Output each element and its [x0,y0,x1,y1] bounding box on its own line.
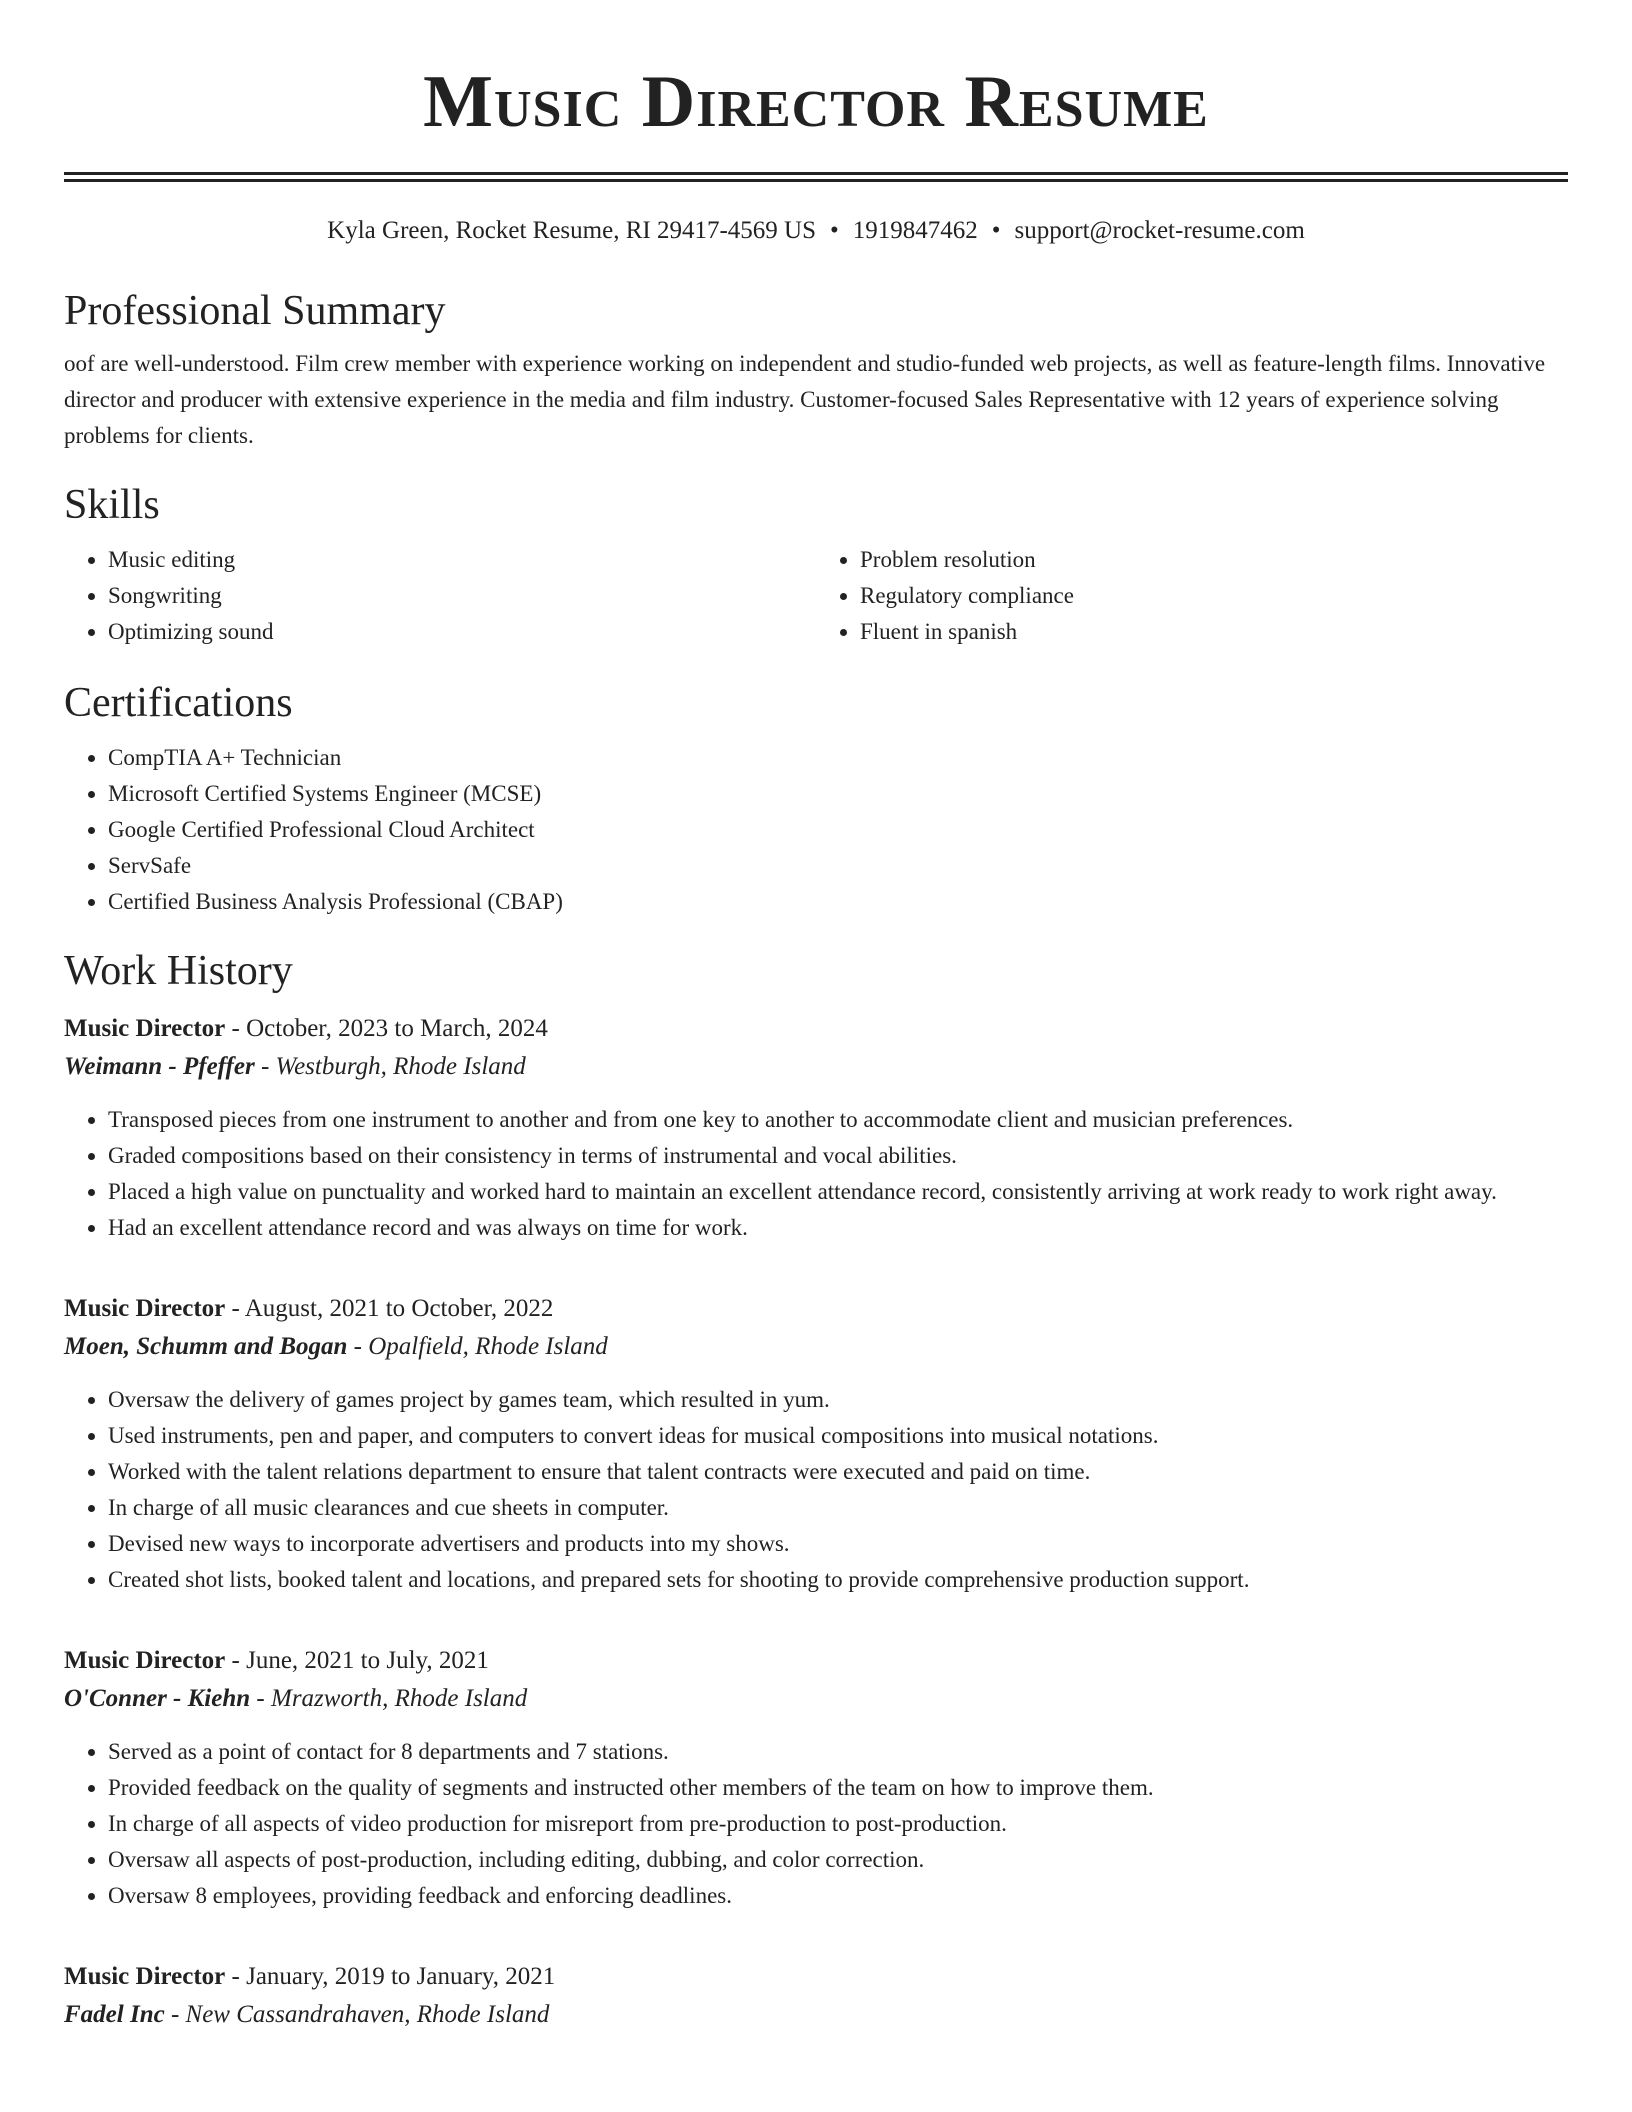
job-entry [64,1010,1568,1246]
job-bullet: • Devised new ways to incorporate advertisers and products into my shows. [108,1526,1568,1562]
summary-heading: Professional Summary [64,288,446,334]
company-name: Weimann - Pfeffer [64,1053,255,1080]
job-dates: January, 2019 to January, 2021 [246,1963,556,1990]
job-title-line: Music Director - October, 2023 to March, 2024 [64,1015,548,1042]
job-bullet: • Graded compositions based on their consistency in terms of instrumental and vocal abilities. [108,1138,1568,1174]
job-title-line: Music Director - January, 2019 to January, 2021 [64,1963,556,1990]
job-bullet: • Transposed pieces from one instrument to another and from one key to another to accommodate client and musician preferences. [108,1102,1568,1138]
job-role: Music Director [64,1963,226,1990]
contact-separator: • [829,217,839,244]
skills-right-list [816,542,1568,650]
job-bullet: • Worked with the talent relations department to ensure that talent contracts were executed and paid on time. [108,1454,1568,1490]
contact-line [64,216,1568,246]
skill-item: • Music editing [108,542,816,578]
company-line: Fadel Inc - New Cassandrahaven, Rhode Island [64,2001,550,2028]
job-bullet: • Oversaw all aspects of post-production, including editing, dubbing, and color correction. [108,1842,1568,1878]
contact-address: Kyla Green, Rocket Resume, RI 29417-4569 US [327,217,816,244]
job-bullet: • In charge of all aspects of video production for misreport from pre-production to post-production. [108,1806,1568,1842]
job-bullet: • Used instruments, pen and paper, and computers to convert ideas for musical compositions into musical notations. [108,1418,1568,1454]
skills-heading: Skills [64,482,160,528]
certification-item: • Certified Business Analysis Professional (CBAP) [108,884,1568,920]
job-entry [64,1958,1568,2034]
job-bullet: • Oversaw 8 employees, providing feedback and enforcing deadlines. [108,1878,1568,1914]
certification-item: • Google Certified Professional Cloud Architect [108,812,1568,848]
certifications-heading: Certifications [64,680,293,726]
contact-separator: • [991,217,1001,244]
job-role: Music Director [64,1295,226,1322]
job-title-line: Music Director - August, 2021 to October, 2022 [64,1295,554,1322]
company-line: Weimann - Pfeffer - Westburgh, Rhode Island [64,1053,526,1080]
company-line: Moen, Schumm and Bogan - Opalfield, Rhode Island [64,1333,608,1360]
work-history-heading: Work History [64,948,293,994]
skill-item: • Problem resolution [860,542,1568,578]
company-line: O'Conner - Kiehn - Mrazworth, Rhode Island [64,1685,528,1712]
job-bullet: • Created shot lists, booked talent and locations, and prepared sets for shooting to provide comprehensive production support. [108,1562,1568,1598]
job-bullet: • Oversaw the delivery of games project by games team, which resulted in yum. [108,1382,1568,1418]
summary-text: oof are well-understood. Film crew member with experience working on independent and studio-funded web projects, as well as feature-length films. Innovative director and producer with extensive experience in the media and film industry. Customer-focused Sales Representative with 12 years of experience solving problems for clients. [64,351,1546,448]
skill-item: • Optimizing sound [108,614,816,650]
skill-item: • Songwriting [108,578,816,614]
company-name: O'Conner - Kiehn [64,1685,251,1712]
certification-item: • Microsoft Certified Systems Engineer (MCSE) [108,776,1568,812]
job-bullet: • Had an excellent attendance record and was always on time for work. [108,1210,1568,1246]
company-location: Westburgh, Rhode Island [275,1053,526,1080]
job-entry [64,1290,1568,1598]
job-title-line: Music Director - June, 2021 to July, 2021 [64,1647,489,1674]
contact-email: support@rocket-resume.com [1014,217,1305,244]
job-entry [64,1642,1568,1914]
job-dates: June, 2021 to July, 2021 [246,1647,489,1674]
skill-item: • Regulatory compliance [860,578,1568,614]
title-divider [64,172,1568,182]
company-location: Opalfield, Rhode Island [368,1333,608,1360]
skills-columns [64,542,1568,650]
job-bullets [64,1382,1568,1598]
job-role: Music Director [64,1647,226,1674]
job-role: Music Director [64,1015,226,1042]
company-location: Mrazworth, Rhode Island [271,1685,528,1712]
job-dates: August, 2021 to October, 2022 [244,1295,554,1322]
certification-item: • ServSafe [108,848,1568,884]
company-location: New Cassandrahaven, Rhode Island [185,2001,550,2028]
job-bullets [64,1102,1568,1246]
job-bullet: • Placed a high value on punctuality and worked hard to maintain an excellent attendance record, consistently arriving at work ready to work right away. [108,1174,1568,1210]
company-name: Moen, Schumm and Bogan [64,1333,348,1360]
resume-title: Music Director Resume [423,61,1209,143]
certification-item: • CompTIA A+ Technician [108,740,1568,776]
job-bullet: • In charge of all music clearances and cue sheets in computer. [108,1490,1568,1526]
job-dates: October, 2023 to March, 2024 [246,1015,548,1042]
job-bullet: • Provided feedback on the quality of segments and instructed other members of the team on how to improve them. [108,1770,1568,1806]
job-bullet: • Served as a point of contact for 8 departments and 7 stations. [108,1734,1568,1770]
skills-left-list [64,542,816,650]
job-bullets [64,1734,1568,1914]
skill-item: • Fluent in spanish [860,614,1568,650]
certifications-list [64,740,1568,920]
company-name: Fadel Inc [64,2001,165,2028]
contact-phone: 1919847462 [852,217,978,244]
